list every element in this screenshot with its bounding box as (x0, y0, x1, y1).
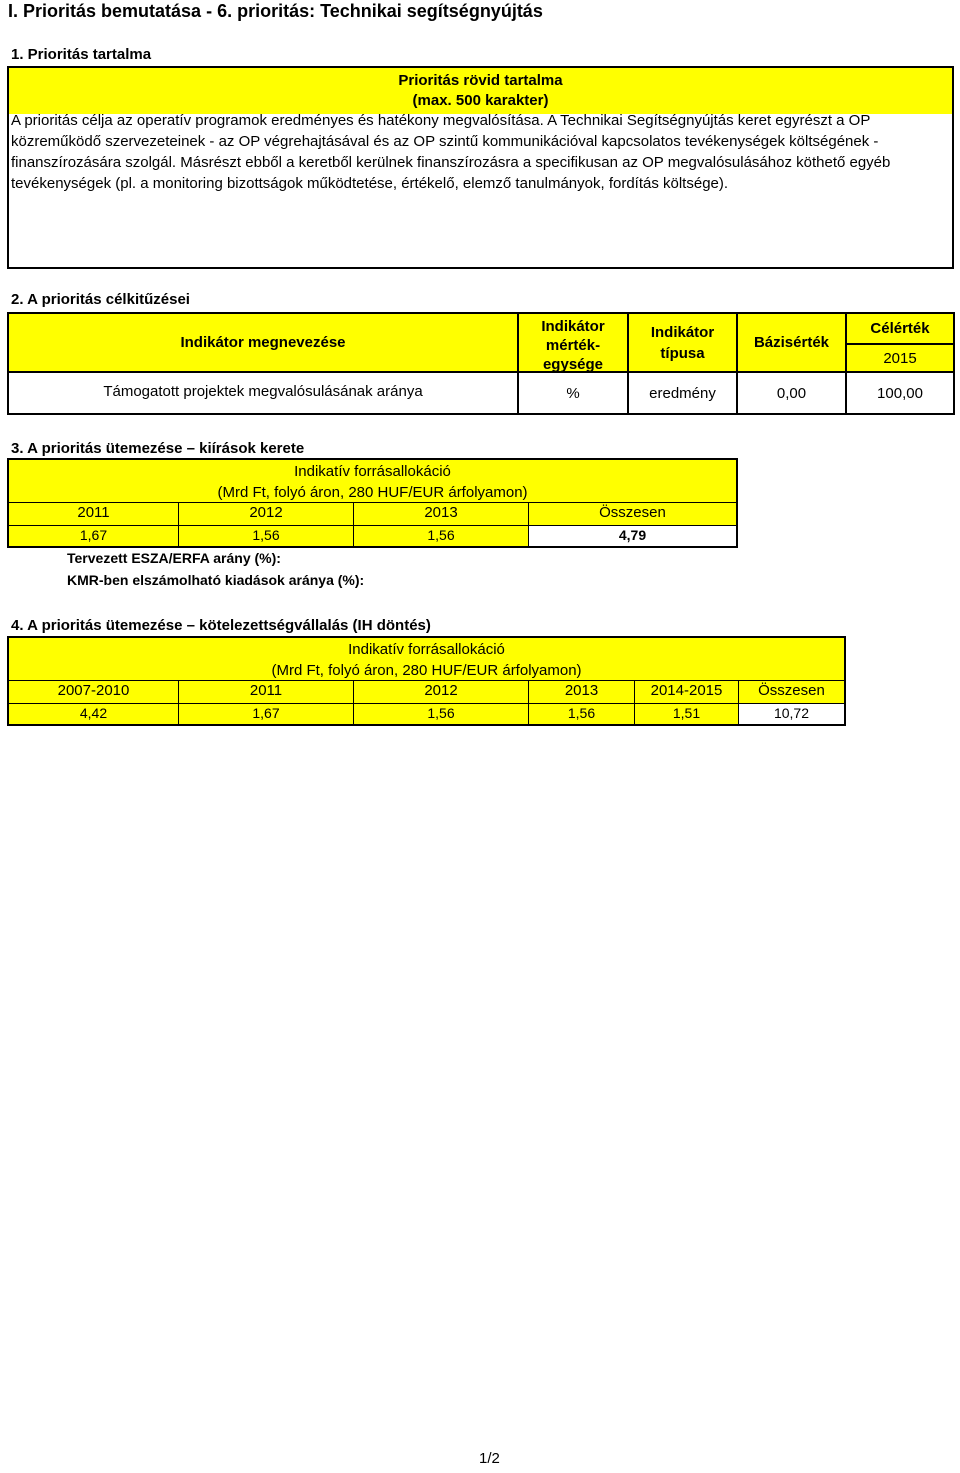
allocation2-col-1: 2011 (178, 680, 354, 704)
target-value-cell: 100,00 (845, 371, 955, 415)
summary-box-body (7, 112, 954, 269)
allocation1-title-line2: (Mrd Ft, folyó áron, 280 HUF/EUR árfolyamon) (217, 484, 528, 501)
allocation1-col-2: 2013 (353, 502, 529, 526)
unit-header-line1: Indikátor (541, 318, 605, 335)
indicator-name-header: Indikátor megnevezése (7, 312, 519, 373)
allocation1-val-2: 1,56 (353, 525, 529, 548)
allocation2-val-1: 1,67 (178, 703, 354, 726)
allocation-table-1 (7, 458, 738, 548)
allocation2-val-2: 1,56 (353, 703, 529, 726)
page-title: I. Prioritás bemutatása - 6. prioritás: Technikai segítségnyújtás (8, 1, 543, 21)
indicator-type-cell: eredmény (627, 371, 738, 415)
allocation2-val-0: 4,42 (7, 703, 179, 726)
indicator-type-header (627, 312, 738, 373)
summary-box-header (7, 66, 954, 114)
summary-box-title: Prioritás rövid tartalma (398, 72, 563, 89)
target-year-header: 2015 (845, 343, 955, 373)
type-header-line1: Indikátor (650, 324, 715, 341)
allocation2-col-5: Összesen (738, 680, 846, 704)
allocation2-col-3: 2013 (528, 680, 635, 704)
section2-heading: 2. A prioritás célkitűzései (11, 291, 190, 308)
allocation2-col-4: 2014-2015 (634, 680, 739, 704)
allocation1-title (7, 458, 738, 504)
allocation2-col-0: 2007-2010 (7, 680, 179, 704)
unit-header-line3: egysége (542, 356, 604, 373)
summary-box-subtitle: (max. 500 karakter) (412, 92, 549, 109)
allocation2-title (7, 636, 846, 682)
allocation2-title-line2: (Mrd Ft, folyó áron, 280 HUF/EUR árfolyamon) (271, 662, 582, 679)
allocation1-col-0: 2011 (7, 502, 179, 526)
section1-heading: 1. Prioritás tartalma (11, 46, 152, 63)
allocation1-val-total: 4,79 (528, 525, 738, 548)
base-value-cell: 0,00 (736, 371, 847, 415)
allocation1-title-line1: Indikatív forrásallokáció (294, 463, 451, 480)
section4-heading: 4. A prioritás ütemezése – kötelezettségvállalás (IH döntés) (11, 617, 431, 634)
indicator-name-cell: Támogatott projektek megvalósulásának aránya (7, 371, 519, 415)
allocation1-col-3: Összesen (528, 502, 738, 526)
section3-heading: 3. A prioritás ütemezése – kiírások kerete (11, 440, 305, 457)
allocation2-val-3: 1,56 (528, 703, 635, 726)
type-header-line2: típusa (660, 345, 705, 362)
indicator-unit-cell: % (517, 371, 629, 415)
allocation2-title-line1: Indikatív forrásallokáció (348, 641, 505, 658)
target-value-header: Célérték (845, 312, 955, 345)
allocation1-val-0: 1,67 (7, 525, 179, 548)
indicator-unit-header (517, 312, 629, 373)
allocation-table-2 (7, 636, 846, 726)
allocation1-val-1: 1,56 (178, 525, 354, 548)
summary-text: A prioritás célja az operatív programok eredményes és hatékony megvalósítása. A Technikai Segítségnyújtás keret egyrészt a OP közreműködő szervezeteinek - az OP végrehajtásával és az OP szintű kommunikációval kapcsolatos tevékenységek költségének - finanszírozására szolgál. Másrészt ebből a keretből kerülnek finanszírozásra a specifikusan az OP megvalósulásához köthető egyéb tevékenységek (pl. a monitoring bizottságok működtetése, értékelő, elemző tanulmányok, fordítás költsége). (11, 112, 891, 192)
allocation1-col-1: 2012 (178, 502, 354, 526)
esza-ratio-label: Tervezett ESZA/ERFA arány (%): (67, 550, 281, 566)
allocation2-col-2: 2012 (353, 680, 529, 704)
allocation2-val-5: 10,72 (738, 703, 846, 726)
kmr-ratio-label: KMR-ben elszámolható kiadások aránya (%): (67, 572, 365, 588)
base-value-header: Bázisérték (736, 312, 847, 373)
page-number: 1/2 (479, 1450, 500, 1467)
unit-header-line2: mérték- (545, 337, 601, 354)
allocation2-val-4: 1,51 (634, 703, 739, 726)
indicator-table (7, 312, 955, 415)
